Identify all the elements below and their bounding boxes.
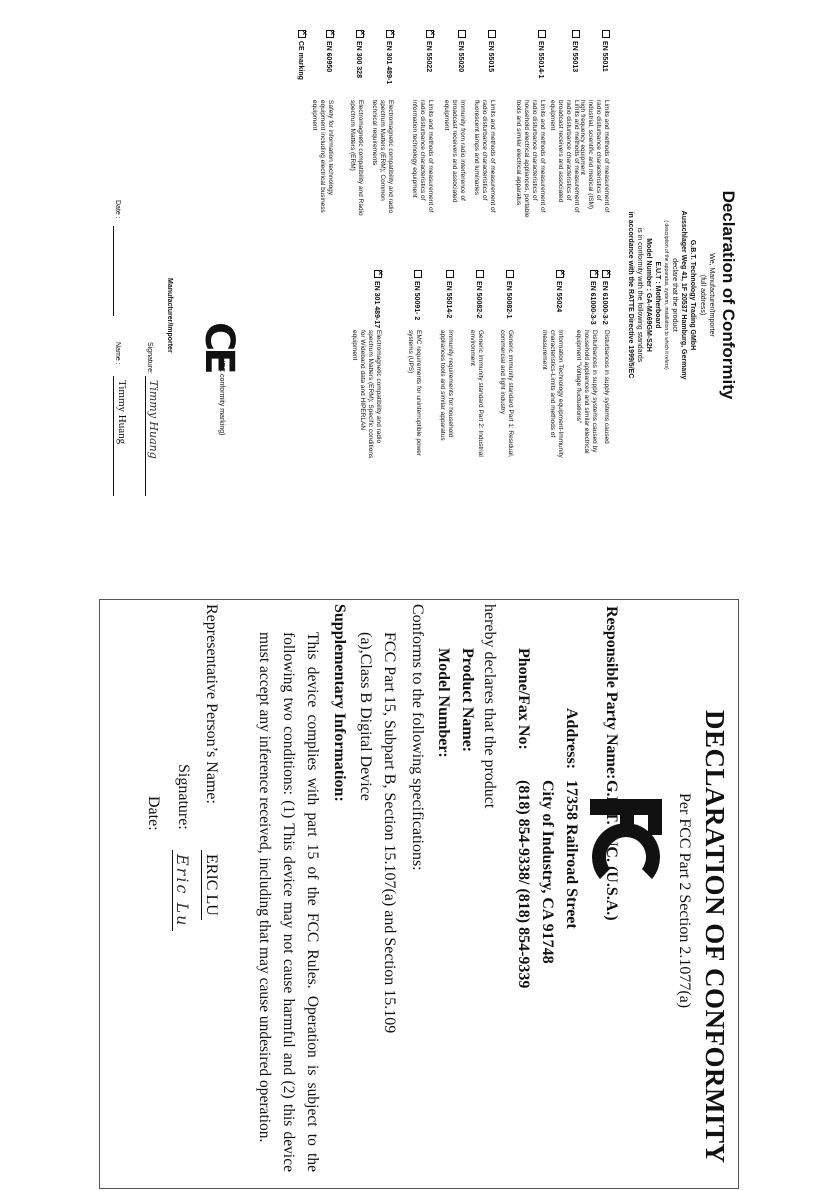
checked-box-icon xyxy=(356,30,364,38)
fcc-responsible-label: Responsible Party Name: xyxy=(603,606,620,780)
checked-box-icon xyxy=(602,270,610,278)
ce-date-label: Date : xyxy=(114,200,121,219)
standard-description: Immunity requirements for household appliances tools and similar apparatus xyxy=(439,330,454,441)
fcc-spec-line2: (a),Class B Digital Device xyxy=(357,632,374,801)
fc-logo-icon xyxy=(586,795,666,885)
unchecked-box-icon xyxy=(414,270,422,278)
right-standard-1 xyxy=(589,270,598,325)
ce-declaration xyxy=(114,30,738,560)
standard-code: EN 301 489-1 xyxy=(385,41,392,85)
standard-description: Disturbances in supply systems caused xyxy=(603,330,610,444)
standard-description: Limits and methods of measurement of radio disturbance characteristics of household electrical appliances, portable tools and similar electrical apparatus xyxy=(515,100,546,218)
fcc-date-label: Date: xyxy=(145,796,162,831)
standard-description: Generic immunity standard Part 2: Industrial environment xyxy=(469,330,484,457)
left-standard-9 xyxy=(297,30,306,80)
ce-declares: declare that the product xyxy=(671,258,678,332)
checked-box-icon xyxy=(590,270,598,278)
standard-code: EN 300 328 xyxy=(355,41,362,78)
standard-description: Immunity from radio interference of broadcast receivers and associated equipment xyxy=(443,100,466,203)
ce-name-label: Name : xyxy=(114,342,121,365)
ce-we-line: We, Manufacturer/Importer xyxy=(708,253,715,337)
standard-description: Limits and methods of measurement of radio disturbance characteristics of information technology equipment xyxy=(411,100,434,213)
ce-signature-label: Signature: xyxy=(146,342,153,374)
ce-directive: in accordance with the RATTE Directive 1999/5/EC xyxy=(627,211,634,379)
standard-description: Limits and methods of measurement of radio disturbance characteristics of broadcast receivers and associated equipment xyxy=(549,100,580,213)
standard-description: Electromagnetic compatibility and Radio spectrum Matters (ERM) xyxy=(349,100,364,216)
standard-code: EN 61000-3-3 xyxy=(589,281,596,325)
standard-code: EN 55014-2 xyxy=(445,281,452,319)
fcc-conforms: Conforms to the following specifications: xyxy=(409,604,426,871)
ce-manufacturer-label: Manufacturer/Importer xyxy=(166,278,173,353)
standard-code: EN 55024 xyxy=(555,281,562,313)
unchecked-box-icon xyxy=(458,30,466,38)
checked-box-icon xyxy=(298,30,306,38)
left-standard-5 xyxy=(425,30,434,72)
standard-code: EN 50091- 2 xyxy=(413,281,420,321)
right-standard-7 xyxy=(373,270,382,328)
standard-description: Generic immunity standard Part 1: Residual, commercial and light industry xyxy=(499,330,514,458)
ce-signature: Timmy Huang xyxy=(147,380,160,459)
ce-name-value: Timmy Huang xyxy=(116,380,128,445)
ce-company: G.B.T. Technology Trading GMbH xyxy=(689,239,696,351)
standard-description: Electromagnetic compatibility and radio spectrum Matters (ERM); Common technical requirements xyxy=(371,100,394,214)
standard-code: EN 55022 xyxy=(425,41,432,73)
fcc-address-line2: City of Industry, CA 91748 xyxy=(539,780,556,964)
checked-box-icon xyxy=(556,270,564,278)
unchecked-box-icon xyxy=(488,30,496,38)
standard-description: Limits and methods of measurement of radio disturbance characteristics of industrial, scientific and medical (ISM) high frequency equipment xyxy=(579,100,610,213)
ce-eut-note: ( description of the apparatus, system, installation to which it refers) xyxy=(663,220,669,370)
fcc-declares: hereby declares that the product xyxy=(481,604,498,809)
fcc-phone-value: (818) 854-9338/ (818) 854-9339 xyxy=(515,780,532,989)
standard-code: EN 50082-2 xyxy=(475,281,482,319)
ce-mark-symbol: CE xyxy=(196,322,242,371)
fcc-model-label: Model Number: xyxy=(435,648,452,758)
fcc-responsible-value: G.B.T. INC. (U.S.A.) xyxy=(603,780,620,921)
fcc-title: DECLARATION OF CONFORMITY xyxy=(700,710,730,1164)
standard-description: Limits and methods of measurement of radio disturbance characteristics of fluorescent lamps and luminaries xyxy=(473,100,496,213)
left-standard-4 xyxy=(457,30,466,72)
ce-date-line xyxy=(113,226,114,316)
unchecked-box-icon xyxy=(476,270,484,278)
fcc-rep-label: Representative Person’s Name: xyxy=(203,604,220,804)
standard-description: Safety for information technology equipment including electrical business equipment xyxy=(311,100,334,213)
left-standard-3 xyxy=(487,30,496,72)
right-standard-5 xyxy=(445,270,454,318)
standard-code: EN 55013 xyxy=(571,41,578,73)
standard-code: EN 55015 xyxy=(487,41,494,73)
ce-full-address-note: (full address) xyxy=(699,274,706,316)
left-standard-0 xyxy=(601,30,610,72)
unchecked-box-icon xyxy=(446,270,454,278)
fcc-signature-label: Signature: xyxy=(175,764,192,830)
standard-description: Information Technology equipment-Immunity characteristics-Limits and methods of measurement xyxy=(541,330,564,458)
checked-box-icon xyxy=(426,30,434,38)
standard-code: EN 55011 xyxy=(601,41,608,72)
right-standard-6 xyxy=(413,270,422,320)
standard-code: EN 50082-1 xyxy=(505,281,512,319)
ce-name-line xyxy=(113,376,114,496)
ce-eut: E.U.T : Motherboard xyxy=(654,261,661,329)
fcc-phone-label: Phone/Fax No: xyxy=(515,648,532,750)
unchecked-box-icon xyxy=(506,270,514,278)
fcc-supplementary-text: This device complies with part 15 of the FCC Rules. Operation is subject to the following two conditions: (1) This device may not cause harmful and (2) this device must accept any inference received, including that may cause undesired operation. xyxy=(256,632,321,1172)
unchecked-box-icon xyxy=(602,30,610,38)
ce-model: Model Number : GA-MA69GM-S2H xyxy=(645,238,652,352)
fcc-product-label: Product Name: xyxy=(459,648,476,753)
fcc-signature: Eric Lu xyxy=(172,850,192,931)
ce-mark-caption: (EC conformity marking) xyxy=(218,360,225,436)
checked-box-icon xyxy=(386,30,394,38)
ce-signature-line xyxy=(145,376,146,496)
fcc-rep-value: ERIC LU xyxy=(201,850,220,920)
fcc-address-label: Address: xyxy=(563,708,580,770)
right-standard-0 xyxy=(601,270,610,325)
standard-code: EN 301 489-17 xyxy=(373,281,380,329)
fcc-address-line1: 17358 Railroad Street xyxy=(563,780,580,929)
checked-box-icon xyxy=(374,270,382,278)
standard-code: EN 55014-1 xyxy=(537,41,544,79)
ce-address: Ausschlager Weg 41, 1F 20537 Hamburg, Germany xyxy=(680,210,687,380)
standard-description: Electromagnetic compatibility and radio spectrum Matters (ERM); Specific conditions for Wideband data and HIPERLAN equipment xyxy=(351,330,382,459)
left-standard-2 xyxy=(537,30,546,78)
unchecked-box-icon xyxy=(572,30,580,38)
unchecked-box-icon xyxy=(538,30,546,38)
fcc-supplementary-label: Supplementary Information: xyxy=(331,604,348,802)
fcc-subtitle: Per FCC Part 2 Section 2.1077(a) xyxy=(676,793,693,1009)
left-standard-1 xyxy=(571,30,580,72)
right-standard-4 xyxy=(475,270,484,318)
standard-code: EN 61000-3-2 xyxy=(601,281,608,325)
left-standard-6 xyxy=(385,30,394,84)
checked-box-icon xyxy=(326,30,334,38)
ce-conformity: is in conformity with the following standards xyxy=(636,227,643,363)
fcc-spec-line1: FCC Part 15, Subpart B, Section 15.107(a) and Section 15.109 xyxy=(381,632,398,1034)
ce-title: Declaration of Conformity xyxy=(719,190,738,400)
standard-description: Disturbances in supply systems caused by household appliances and similar electrical equipment "Voltage fluctuations" xyxy=(575,330,598,454)
right-standard-3 xyxy=(505,270,514,318)
right-standard-2 xyxy=(555,270,564,312)
standard-code: EN 55020 xyxy=(457,41,464,73)
left-standard-7 xyxy=(355,30,364,78)
left-standard-8 xyxy=(325,30,334,72)
standard-code: EN 60950 xyxy=(325,41,332,73)
standard-description: EMC requirements for uninterruptible power systems (UPS) xyxy=(407,330,422,457)
fcc-declaration xyxy=(99,599,739,1189)
standard-code: CE marking xyxy=(297,41,304,80)
